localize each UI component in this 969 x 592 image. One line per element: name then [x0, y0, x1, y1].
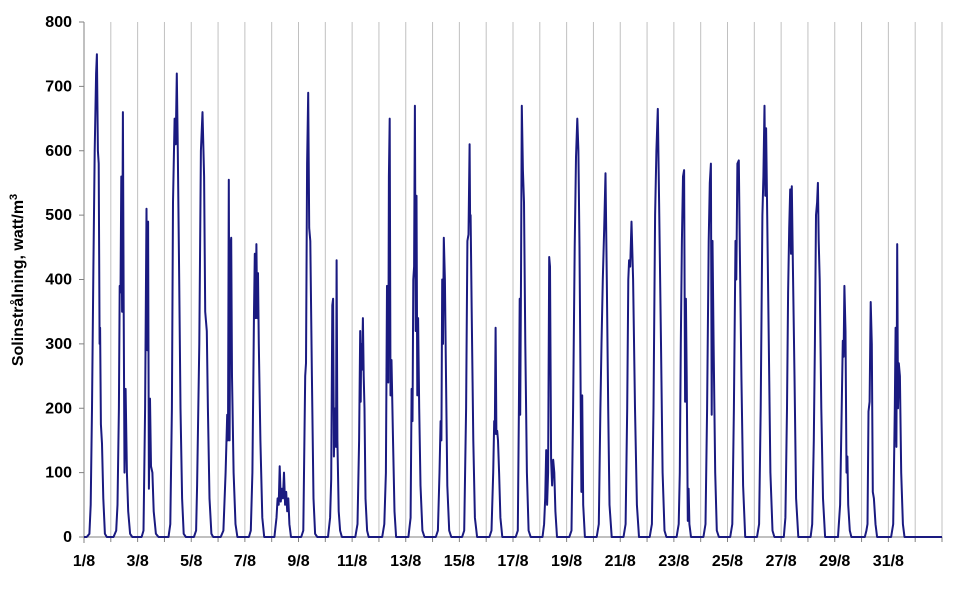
x-tick-label: 7/8 [233, 553, 256, 570]
x-tick-label: 11/8 [336, 553, 368, 570]
x-tick-label: 3/8 [126, 553, 149, 570]
y-axis-title [8, 194, 27, 366]
x-tick-label: 19/8 [551, 553, 583, 570]
x-tick-label: 5/8 [180, 553, 203, 570]
x-tick-label: 29/8 [819, 553, 851, 570]
y-tick-label: 500 [45, 207, 72, 225]
y-tick-label: 400 [45, 271, 72, 289]
x-tick-label: 21/8 [604, 553, 636, 570]
y-tick-label: 700 [45, 78, 72, 96]
y-tick-label: 300 [45, 335, 72, 353]
y-tick-label: 600 [45, 142, 72, 160]
x-tick-label: 17/8 [497, 553, 529, 570]
y-tick-label: 800 [45, 14, 72, 31]
x-tick-label: 15/8 [443, 553, 475, 570]
y-tick-label: 100 [45, 464, 72, 482]
y-tick-label: 0 [63, 529, 72, 546]
y-axis-title-text: Solinstrålning, watt/m [10, 199, 27, 367]
y-tick-label: 200 [45, 400, 72, 418]
x-axis-ticks [73, 537, 942, 570]
x-tick-label: 31/8 [872, 553, 904, 570]
x-tick-label: 27/8 [765, 553, 797, 570]
x-tick-label: 1/8 [72, 553, 96, 570]
y-axis-title-superscript: 3 [8, 193, 20, 200]
y-axis-ticks [45, 14, 84, 546]
x-tick-label: 25/8 [711, 553, 744, 570]
x-tick-label: 9/8 [287, 553, 310, 570]
x-tick-label: 23/8 [658, 553, 690, 570]
x-tick-label: 13/8 [390, 553, 422, 570]
